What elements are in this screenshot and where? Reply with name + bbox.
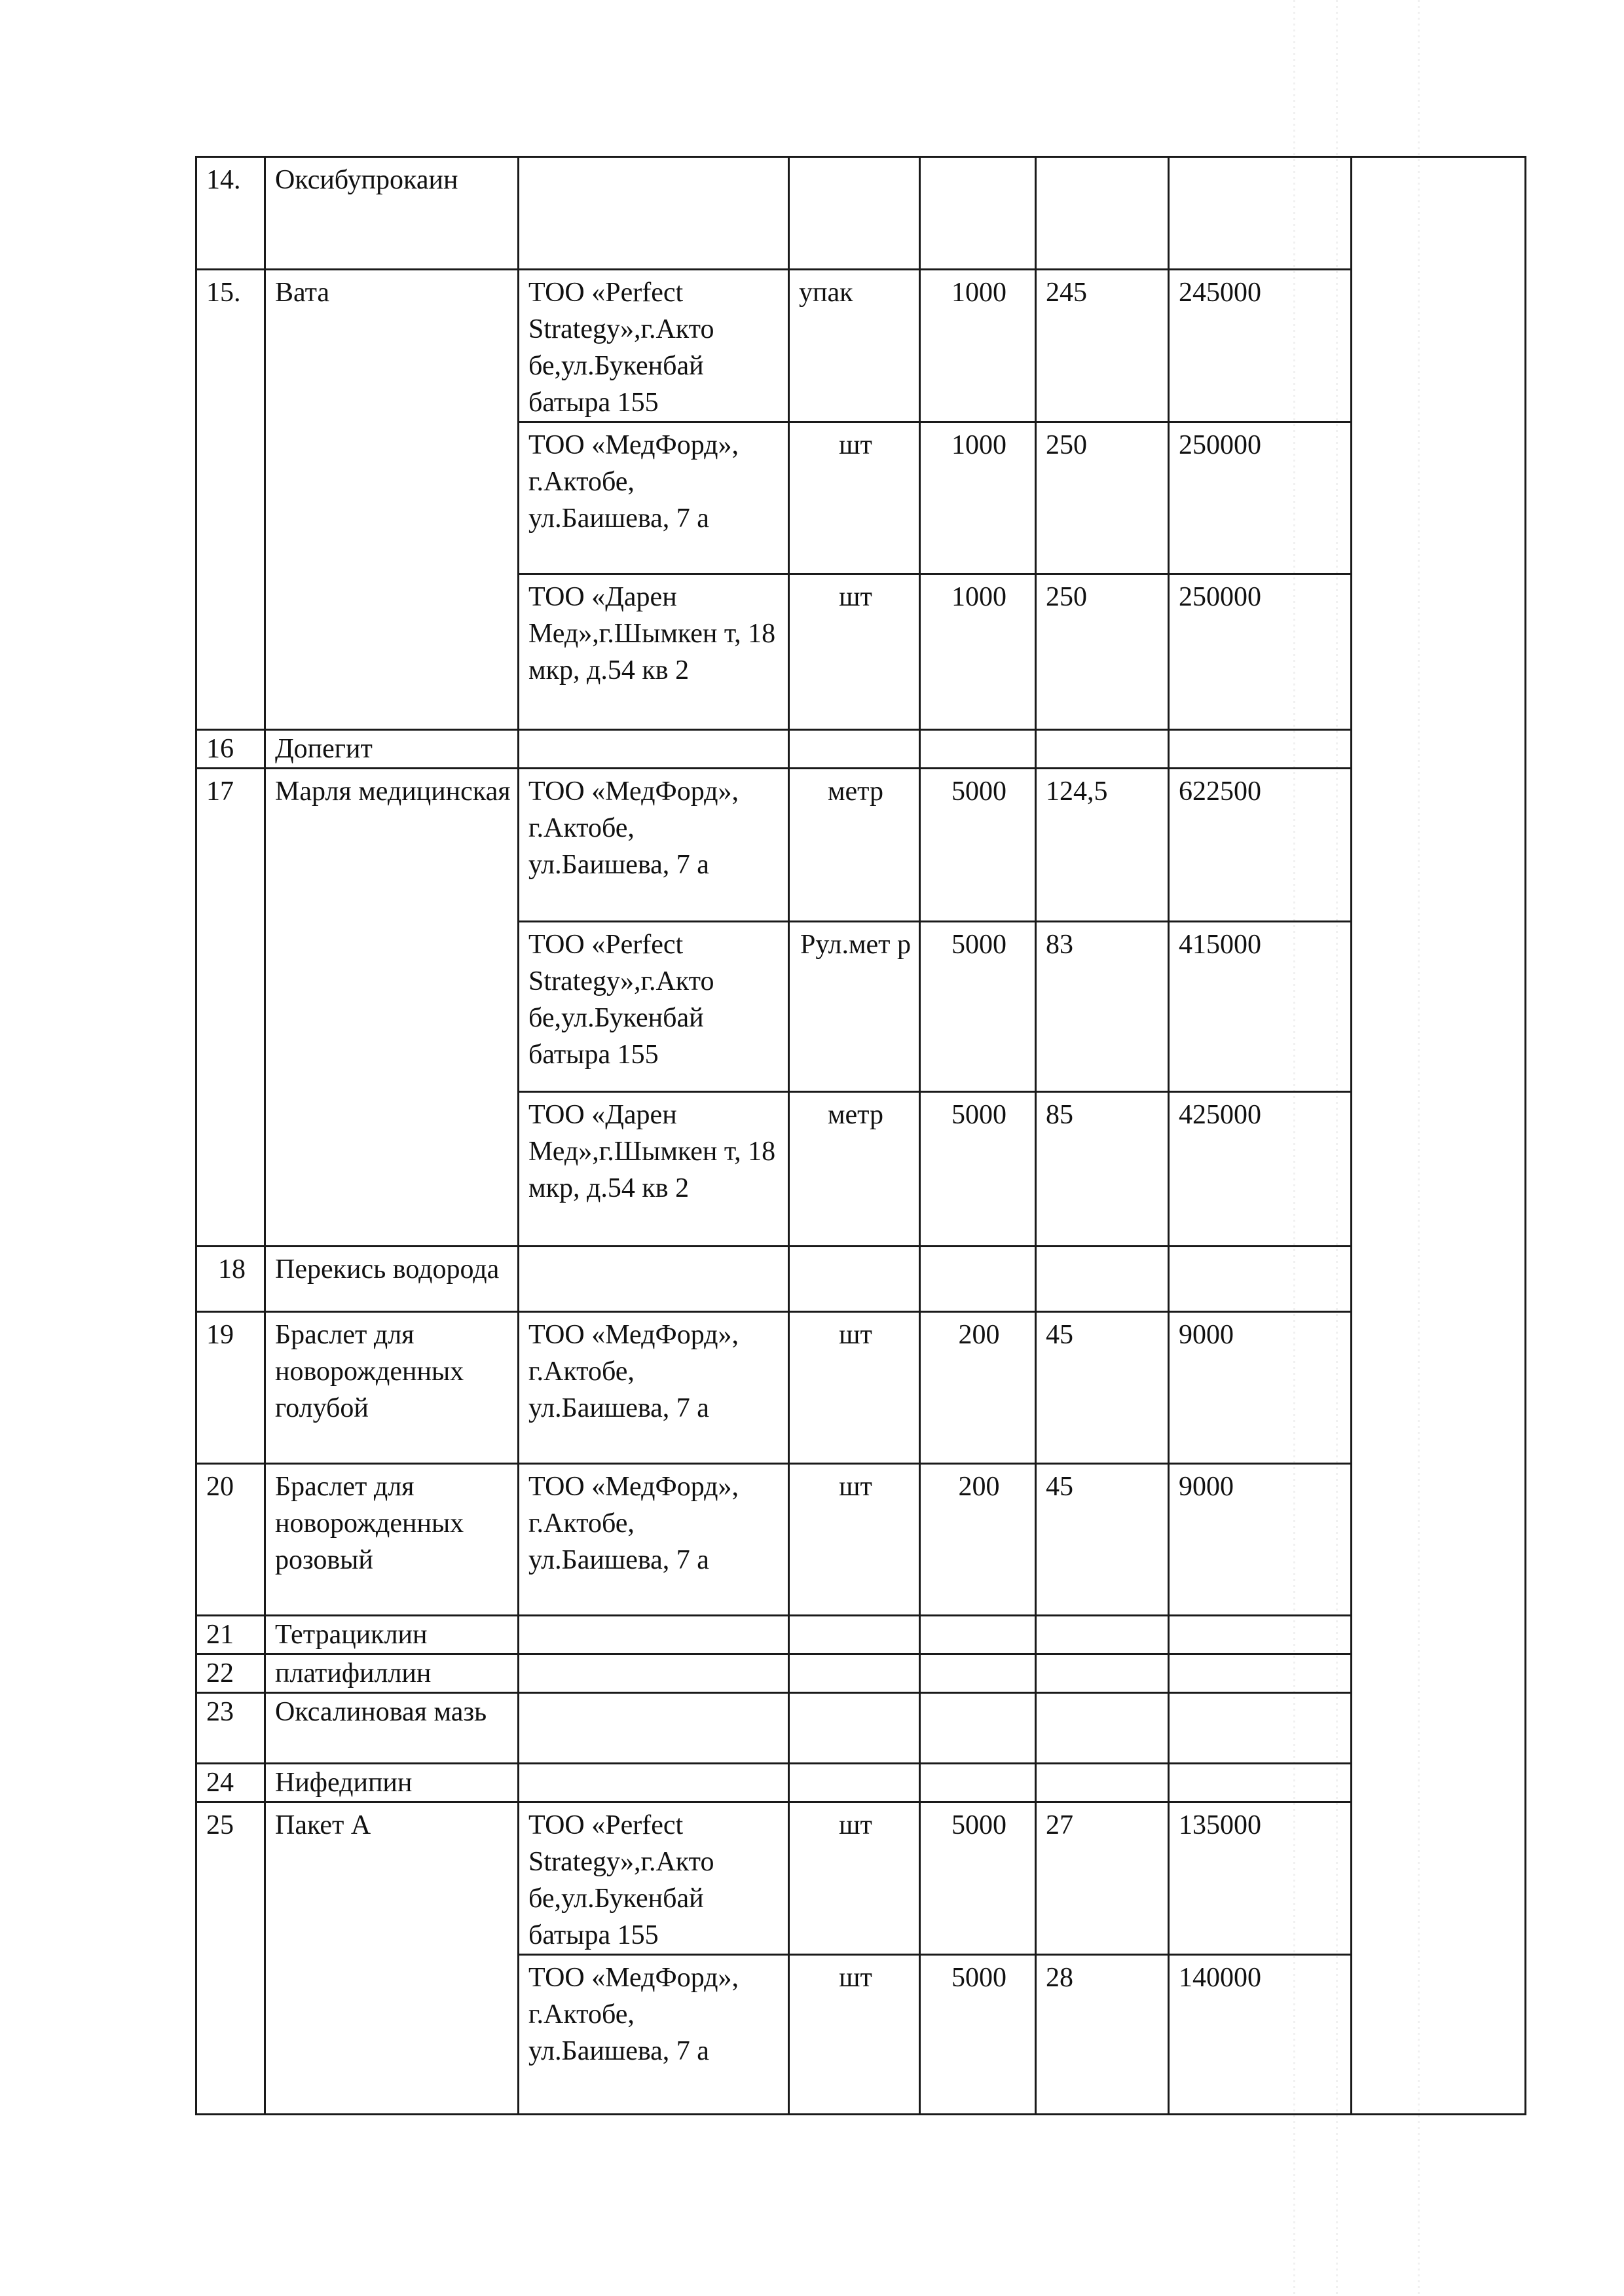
- price-cell: [1036, 1654, 1169, 1693]
- total-cell: 9000: [1169, 1312, 1352, 1464]
- total-cell: [1169, 730, 1352, 769]
- qty-cell: 5000: [920, 1092, 1036, 1247]
- qty-cell: 1000: [920, 270, 1036, 422]
- supplier-cell: [519, 1616, 789, 1654]
- table-row: [196, 157, 1526, 270]
- notes-column: [1352, 157, 1526, 2115]
- supplier-cell: [519, 1654, 789, 1693]
- qty-cell: [920, 1616, 1036, 1654]
- unit-cell: [789, 1693, 920, 1764]
- item-name: Оксалиновая мазь: [265, 1693, 519, 1764]
- table-row: [196, 1464, 1526, 1616]
- qty-cell: [920, 1764, 1036, 1802]
- item-name: Марля медицинская: [265, 769, 519, 1247]
- qty-cell: 5000: [920, 769, 1036, 922]
- row-number: 14.: [196, 157, 265, 270]
- qty-cell: 200: [920, 1312, 1036, 1464]
- price-cell: [1036, 1764, 1169, 1802]
- table-row: [196, 1693, 1526, 1764]
- qty-cell: 5000: [920, 922, 1036, 1092]
- qty-cell: [920, 730, 1036, 769]
- supplier-cell: ТОО «МедФорд», г.Актобе, ул.Баишева, 7 а: [519, 1312, 789, 1464]
- total-cell: 250000: [1169, 422, 1352, 574]
- unit-cell: [789, 1654, 920, 1693]
- qty-cell: [920, 157, 1036, 270]
- unit-cell: шт: [789, 1955, 920, 2115]
- unit-cell: упак: [789, 270, 920, 422]
- table-row: [196, 730, 1526, 769]
- qty-cell: [920, 1654, 1036, 1693]
- total-cell: 245000: [1169, 270, 1352, 422]
- total-cell: [1169, 1616, 1352, 1654]
- unit-cell: шт: [789, 1464, 920, 1616]
- unit-cell: [789, 1616, 920, 1654]
- item-name: Тетрациклин: [265, 1616, 519, 1654]
- price-cell: 245: [1036, 270, 1169, 422]
- supplier-cell: [519, 1764, 789, 1802]
- supplier-cell: ТОО «МедФорд», г.Актобе, ул.Баишева, 7 а: [519, 422, 789, 574]
- qty-cell: 5000: [920, 1955, 1036, 2115]
- item-name: Нифедипин: [265, 1764, 519, 1802]
- supplier-cell: [519, 730, 789, 769]
- total-cell: 250000: [1169, 574, 1352, 730]
- item-name: Допегит: [265, 730, 519, 769]
- qty-cell: [920, 1247, 1036, 1312]
- unit-cell: [789, 1764, 920, 1802]
- row-number: 21: [196, 1616, 265, 1654]
- qty-cell: 1000: [920, 422, 1036, 574]
- row-number: 24: [196, 1764, 265, 1802]
- price-cell: 45: [1036, 1464, 1169, 1616]
- qty-cell: [920, 1693, 1036, 1764]
- table-row: [196, 270, 1526, 422]
- total-cell: [1169, 1764, 1352, 1802]
- supplier-cell: [519, 1693, 789, 1764]
- price-cell: [1036, 1247, 1169, 1312]
- item-name: Браслет для новорожденных голубой: [265, 1312, 519, 1464]
- row-number: 17: [196, 769, 265, 1247]
- item-name: платифиллин: [265, 1654, 519, 1693]
- table-row: [196, 1764, 1526, 1802]
- supplier-cell: ТОО «Дарен Мед»,г.Шымкен т, 18 мкр, д.54 кв 2: [519, 1092, 789, 1247]
- row-number: 18: [196, 1247, 265, 1312]
- supplier-cell: [519, 1247, 789, 1312]
- price-cell: 250: [1036, 422, 1169, 574]
- unit-cell: Рул.мет р: [789, 922, 920, 1092]
- unit-cell: [789, 157, 920, 270]
- price-cell: 85: [1036, 1092, 1169, 1247]
- total-cell: [1169, 1247, 1352, 1312]
- unit-cell: метр: [789, 1092, 920, 1247]
- total-cell: 425000: [1169, 1092, 1352, 1247]
- total-cell: 622500: [1169, 769, 1352, 922]
- unit-cell: шт: [789, 574, 920, 730]
- price-cell: 250: [1036, 574, 1169, 730]
- price-cell: [1036, 1693, 1169, 1764]
- item-name: Пакет А: [265, 1802, 519, 2115]
- price-cell: 124,5: [1036, 769, 1169, 922]
- price-cell: 45: [1036, 1312, 1169, 1464]
- supplier-cell: ТОО «МедФорд», г.Актобе, ул.Баишева, 7 а: [519, 1955, 789, 2115]
- unit-cell: [789, 1247, 920, 1312]
- price-cell: 27: [1036, 1802, 1169, 1955]
- unit-cell: [789, 730, 920, 769]
- total-cell: 135000: [1169, 1802, 1352, 1955]
- unit-cell: шт: [789, 422, 920, 574]
- qty-cell: 200: [920, 1464, 1036, 1616]
- unit-cell: метр: [789, 769, 920, 922]
- total-cell: 140000: [1169, 1955, 1352, 2115]
- supplier-cell: [519, 157, 789, 270]
- total-cell: 9000: [1169, 1464, 1352, 1616]
- item-name: Вата: [265, 270, 519, 730]
- item-name: Оксибупрокаин: [265, 157, 519, 270]
- table-row: [196, 769, 1526, 922]
- supplier-cell: ТОО «Perfect Strategy»,г.Акто бе,ул.Букенбай батыра 155: [519, 270, 789, 422]
- row-number: 22: [196, 1654, 265, 1693]
- item-name: Браслет для новорожденных розовый: [265, 1464, 519, 1616]
- total-cell: [1169, 1693, 1352, 1764]
- price-cell: 28: [1036, 1955, 1169, 2115]
- price-comparison-table: [195, 156, 1526, 2115]
- supplier-cell: ТОО «МедФорд», г.Актобе, ул.Баишева, 7 а: [519, 769, 789, 922]
- total-cell: 415000: [1169, 922, 1352, 1092]
- table-row: [196, 1654, 1526, 1693]
- qty-cell: 1000: [920, 574, 1036, 730]
- price-cell: [1036, 1616, 1169, 1654]
- unit-cell: шт: [789, 1802, 920, 1955]
- row-number: 20: [196, 1464, 265, 1616]
- supplier-cell: ТОО «Perfect Strategy»,г.Акто бе,ул.Букенбай батыра 155: [519, 922, 789, 1092]
- table-row: [196, 1616, 1526, 1654]
- table-row: [196, 1312, 1526, 1464]
- unit-cell: шт: [789, 1312, 920, 1464]
- row-number: 19: [196, 1312, 265, 1464]
- row-number: 25: [196, 1802, 265, 2115]
- item-name: Перекись водорода: [265, 1247, 519, 1312]
- price-cell: [1036, 157, 1169, 270]
- total-cell: [1169, 1654, 1352, 1693]
- total-cell: [1169, 157, 1352, 270]
- supplier-cell: ТОО «МедФорд», г.Актобе, ул.Баишева, 7 а: [519, 1464, 789, 1616]
- table-row: [196, 1247, 1526, 1312]
- price-cell: [1036, 730, 1169, 769]
- price-cell: 83: [1036, 922, 1169, 1092]
- qty-cell: 5000: [920, 1802, 1036, 1955]
- row-number: 16: [196, 730, 265, 769]
- table-row: [196, 1802, 1526, 1955]
- row-number: 15.: [196, 270, 265, 730]
- supplier-cell: ТОО «Дарен Мед»,г.Шымкен т, 18 мкр, д.54 кв 2: [519, 574, 789, 730]
- row-number: 23: [196, 1693, 265, 1764]
- supplier-cell: ТОО «Perfect Strategy»,г.Акто бе,ул.Букенбай батыра 155: [519, 1802, 789, 1955]
